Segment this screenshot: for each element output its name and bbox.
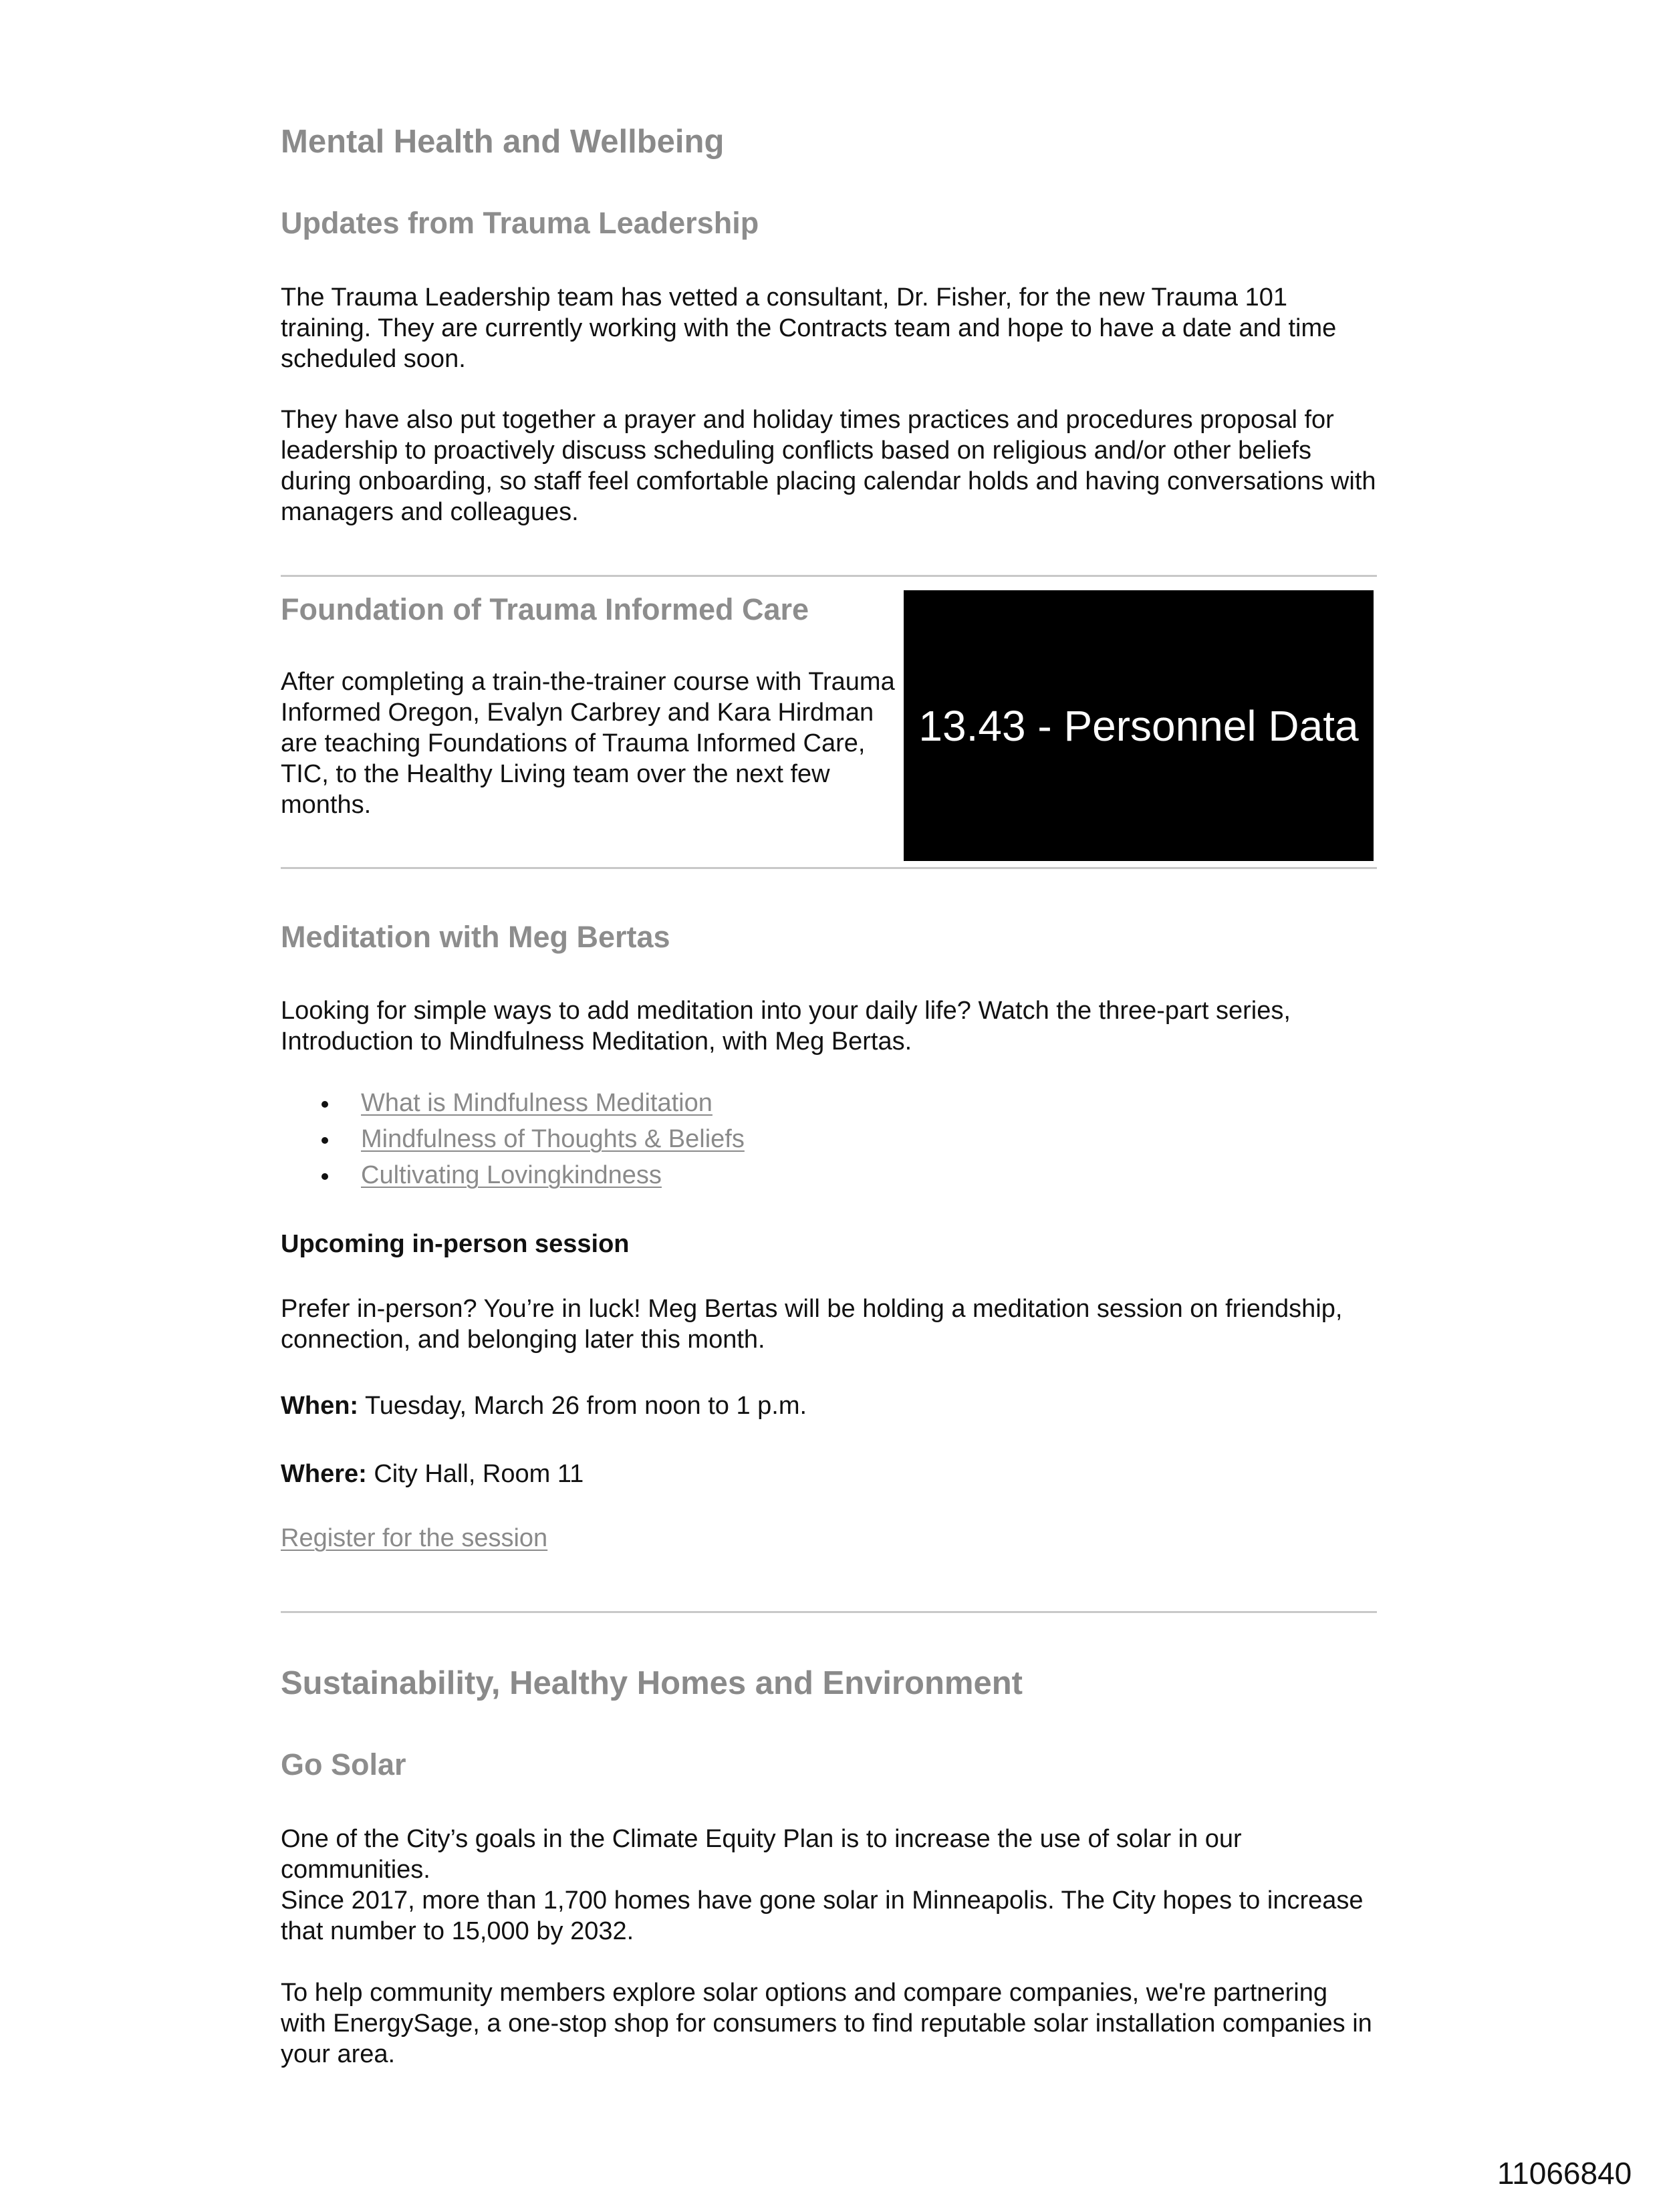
paragraph-session-details: Prefer in-person? You’re in luck! Meg Bertas will be holding a meditation session on friendship, connection, and belonging later this month. — [281, 1295, 1343, 1354]
redacted-image-block — [904, 590, 1374, 861]
where-label: Where: — [281, 1460, 367, 1488]
paragraph-meditation-intro: Looking for simple ways to add meditation into your daily life? Watch the three-part series, Introduction to Mindfulness Meditation, with Meg Bertas. — [281, 997, 1291, 1056]
divider — [281, 1611, 1377, 1613]
list-item — [281, 1121, 1377, 1157]
subheading-trauma-leadership: Updates from Trauma Leadership — [281, 206, 759, 240]
session-where — [281, 1459, 584, 1489]
section-heading-mental-health: Mental Health and Wellbeing — [281, 124, 725, 160]
subheading-meditation: Meditation with Meg Bertas — [281, 920, 670, 954]
meditation-video-list — [281, 1085, 1377, 1193]
subheading-upcoming-session: Upcoming in-person session — [281, 1230, 630, 1258]
list-item — [281, 1157, 1377, 1193]
register-link-wrapper — [281, 1523, 547, 1554]
paragraph-solar-homes: Since 2017, more than 1,700 homes have gone solar in Minneapolis. The City hopes to increase that number to 15,000 by 2032. — [281, 1886, 1364, 1945]
divider — [281, 867, 1377, 869]
register-session-link[interactable]: Register for the session — [281, 1524, 548, 1552]
link-what-is-mindfulness[interactable]: What is Mindfulness Meditation — [361, 1089, 713, 1117]
session-when — [281, 1390, 807, 1421]
paragraph-trauma-leadership-2: They have also put together a prayer and holiday times practices and procedures proposal for leadership to proactively discuss scheduling conflicts based on religious and/or other beliefs during onboarding, so staff feel comfortable placing calendar holds and having conversations with managers and colleagues. — [281, 406, 1376, 526]
paragraph-trauma-leadership-1: The Trauma Leadership team has vetted a consultant, Dr. Fisher, for the new Trauma 101 training. They are currently working with the Contracts team and hope to have a date and time scheduled soon. — [281, 283, 1337, 373]
where-value: City Hall, Room 11 — [366, 1460, 584, 1488]
redaction-label: 13.43 - Personnel Data — [918, 701, 1359, 750]
divider — [281, 575, 1377, 577]
paragraph-energysage: To help community members explore solar options and compare companies, we're partnering with EnergySage, a one-stop shop for consumers to find reputable solar installation companies in your area. — [281, 1979, 1372, 2068]
when-label: When: — [281, 1392, 359, 1420]
page-number: 11066840 — [1497, 2156, 1632, 2191]
subheading-go-solar: Go Solar — [281, 1747, 406, 1781]
link-cultivating-lovingkindness[interactable]: Cultivating Lovingkindness — [361, 1161, 662, 1189]
link-mindfulness-thoughts-beliefs[interactable]: Mindfulness of Thoughts & Beliefs — [361, 1125, 745, 1153]
paragraph-solar-goals: One of the City’s goals in the Climate Equity Plan is to increase the use of solar in our communities. — [281, 1825, 1242, 1884]
list-item — [281, 1085, 1377, 1121]
subheading-foundation-tic: Foundation of Trauma Informed Care — [281, 592, 809, 626]
when-value: Tuesday, March 26 from noon to 1 p.m. — [358, 1392, 807, 1420]
paragraph-foundation-tic: After completing a train-the-trainer course with Trauma Informed Oregon, Evalyn Carbrey and Kara Hirdman are teaching Foundations of Trauma Informed Care, TIC, to the Healthy Living team over the next few months. — [281, 668, 895, 819]
section-heading-sustainability: Sustainability, Healthy Homes and Environment — [281, 1665, 1023, 1701]
